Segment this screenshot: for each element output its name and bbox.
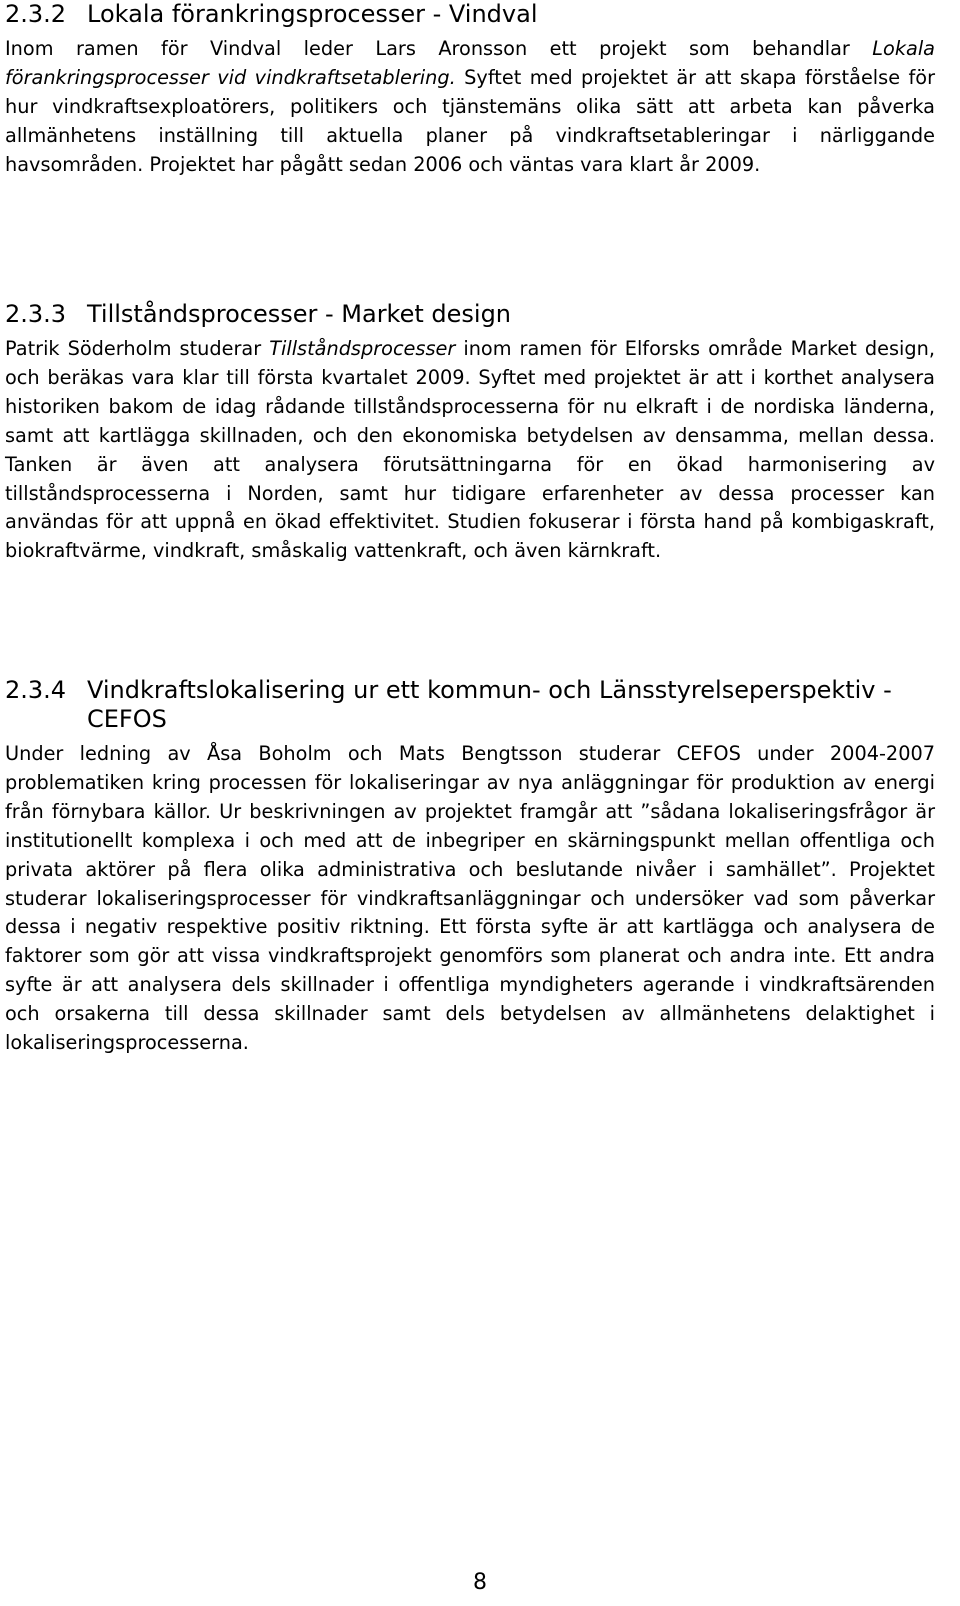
page-number: 8 [473,1570,487,1595]
body-text: Syftet med projektet är att skapa förståelse för hur vindkraftsexploatörers, politikers och tjänstemäns olika sätt att arbeta kan påverka allmänhetens inställning till aktuella planer på vindkraftsetableringar i närliggande havsområden. Projektet har pågått sedan 2006 och väntas vara klart år 2009. [5,65,935,176]
section-number: 2.3.3 [5,300,67,328]
project-title-italic: Lokala förankringsprocesser vid vindkraftsetablering. [5,37,935,89]
section-number: 2.3.4 [5,676,67,704]
body-text: Inom ramen för Vindval leder Lars Aronsson ett projekt som behandlar [5,37,873,60]
section-2-3-3 [5,300,935,566]
section-title: Lokala förankringsprocesser - Vindval [87,0,538,28]
section-title: Tillståndsprocesser - Market design [87,300,512,328]
body-text: Patrik Söderholm studerar [5,337,270,360]
project-title-italic: Tillståndsprocesser [269,337,456,360]
section-heading [5,676,935,734]
section-body [5,35,935,180]
section-heading [5,300,935,329]
section-2-3-2 [5,0,935,180]
section-2-3-4 [5,676,935,1058]
body-text: inom ramen för Elforsks område Market design, och beräkas vara klar till första kvartalet 2009. Syftet med projektet är att i korthet analysera historiken bakom de idag rådande tillståndsprocesserna för nu elkraft i de nordiska länderna, samt att kartlägga skillnaden, och den ekonomiska betydelsen av densamma, mellan dessa. Tanken är även att analysera förutsättningarna för en ökad harmonisering av tillståndsprocesserna i Norden, samt hur tidigare erfarenheter av dessa processer kan användas för att uppnå en ökad effektivitet. Studien fokuserar i första hand på kombigaskraft, biokraftvärme, vindkraft, småskalig vattenkraft, och även kärnkraft. [5,337,935,563]
section-number: 2.3.2 [5,0,67,28]
section-body [5,335,935,566]
section-heading [5,0,935,29]
section-body: Under ledning av Åsa Boholm och Mats Bengtsson studerar CEFOS under 2004-2007 problematiken kring processen för lokaliseringar av nya anläggningar för produktion av energi från förnybara källor. Ur beskrivningen av projektet framgår att ”sådana lokaliseringsfrågor är institutionellt komplexa i och med att de inbegriper en skärningspunkt mellan offentliga och privata aktörer på flera olika administrativa och beslutande nivåer i samhället”. Projektet studerar lokaliseringsprocesser för vindkraftsanläggningar och undersöker vad som påverkar dessa i negativ respektive positiv riktning. Ett första syfte är att kartlägga och analysera de faktorer som gör att vissa vindkraftsprojekt genomförs som planerat och andra inte. Ett andra syfte är att analysera dels skillnader i offentliga myndigheters agerande i vindkraftsärenden och orsakerna till dessa skillnader samt dels betydelsen av allmänhetens delaktighet i lokaliseringsprocesserna. [5,742,935,1055]
section-title: Vindkraftslokalisering ur ett kommun- och Länsstyrelseperspektiv - CEFOS [87,676,892,733]
